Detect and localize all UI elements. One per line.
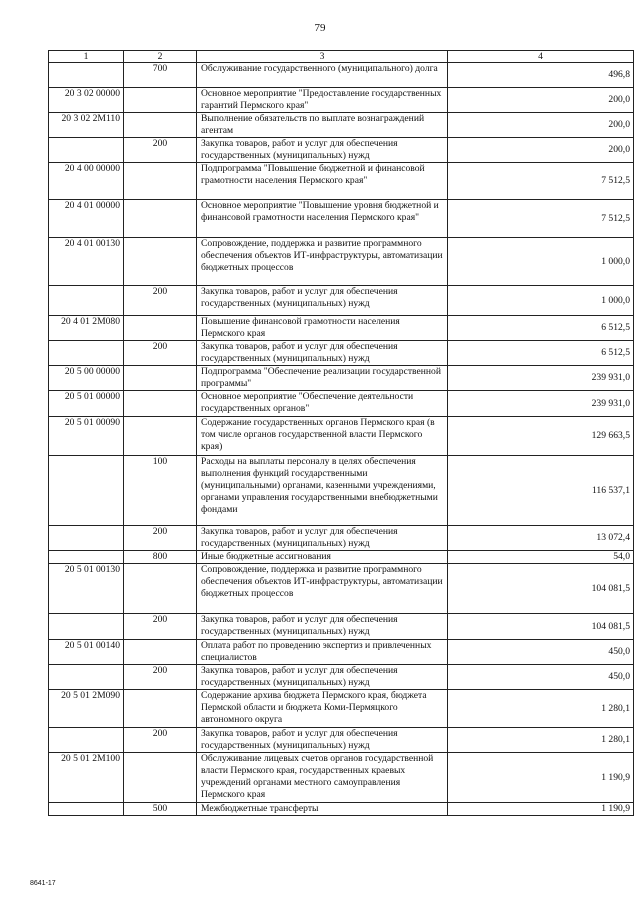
item-name-cell: Обслуживание государственного (муниципального) долга [197,63,448,88]
expense-type-cell: 200 [124,341,197,366]
code-cell [49,286,124,316]
column-header: 4 [448,51,634,63]
amount-cell: 116 537,1 [448,456,634,526]
expense-type-cell [124,640,197,665]
table-row [49,564,634,614]
item-name-cell: Содержание государственных органов Пермского края (в том числе органов государственной власти Пермского края) [197,417,448,456]
amount-cell: 1 190,9 [448,753,634,803]
expense-type-cell: 200 [124,665,197,690]
item-name-cell: Содержание архива бюджета Пермского края, бюджета Пермской области и бюджета Коми-Пермяцкого автономного округа [197,690,448,728]
amount-cell: 104 081,5 [448,614,634,640]
code-cell: 20 4 01 00130 [49,238,124,286]
column-header: 2 [124,51,197,63]
item-name-cell: Выполнение обязательств по выплате вознаграждений агентам [197,113,448,138]
table-row [49,286,634,316]
item-name-cell: Закупка товаров, работ и услуг для обеспечения государственных (муниципальных) нужд [197,614,448,640]
table-row [49,88,634,113]
table-row [49,63,634,88]
expense-type-cell [124,113,197,138]
table-row [49,753,634,803]
table-row [49,341,634,366]
table-row [49,614,634,640]
footer-code: 8641-17 [30,880,56,887]
code-cell: 20 5 01 00130 [49,564,124,614]
code-cell [49,551,124,564]
table-row [49,316,634,341]
expense-type-cell [124,391,197,417]
item-name-cell: Сопровождение, поддержка и развитие программного обеспечения объектов ИТ-инфраструктуры, автоматизации бюджетных процессов [197,564,448,614]
column-header: 1 [49,51,124,63]
amount-cell: 239 931,0 [448,366,634,391]
item-name-cell: Сопровождение, поддержка и развитие программного обеспечения объектов ИТ-инфраструктуры, автоматизации бюджетных процессов [197,238,448,286]
item-name-cell: Закупка товаров, работ и услуг для обеспечения государственных (муниципальных) нужд [197,665,448,690]
amount-cell: 1 000,0 [448,238,634,286]
code-cell [49,456,124,526]
item-name-cell: Повышение финансовой грамотности населения Пермского края [197,316,448,341]
amount-cell: 239 931,0 [448,391,634,417]
item-name-cell: Закупка товаров, работ и услуг для обеспечения государственных (муниципальных) нужд [197,286,448,316]
expense-type-cell [124,366,197,391]
item-name-cell: Основное мероприятие "Обеспечение деятельности государственных органов" [197,391,448,417]
amount-cell: 200,0 [448,88,634,113]
code-cell [49,138,124,163]
code-cell: 20 5 01 00000 [49,391,124,417]
expense-type-cell: 700 [124,63,197,88]
item-name-cell: Закупка товаров, работ и услуг для обеспечения государственных (муниципальных) нужд [197,341,448,366]
code-cell [49,803,124,816]
code-cell: 20 5 00 00000 [49,366,124,391]
amount-cell: 1 190,9 [448,803,634,816]
amount-cell: 1 280,1 [448,690,634,728]
item-name-cell: Основное мероприятие "Предоставление государственных гарантий Пермского края" [197,88,448,113]
code-cell [49,341,124,366]
expense-type-cell: 100 [124,456,197,526]
amount-cell: 6 512,5 [448,316,634,341]
expense-type-cell [124,316,197,341]
amount-cell: 13 072,4 [448,526,634,551]
table-row [49,803,634,816]
amount-cell: 7 512,5 [448,200,634,238]
amount-cell: 1 000,0 [448,286,634,316]
amount-cell: 450,0 [448,665,634,690]
table-row [49,138,634,163]
code-cell: 20 4 01 00000 [49,200,124,238]
expense-type-cell: 200 [124,286,197,316]
item-name-cell: Подпрограмма "Обеспечение реализации государственной программы" [197,366,448,391]
table-header-row [49,51,634,63]
expense-type-cell [124,200,197,238]
item-name-cell: Закупка товаров, работ и услуг для обеспечения государственных (муниципальных) нужд [197,728,448,753]
table-row [49,551,634,564]
item-name-cell: Подпрограмма "Повышение бюджетной и финансовой грамотности населения Пермского края" [197,163,448,200]
table-row [49,665,634,690]
amount-cell: 496,8 [448,63,634,88]
code-cell: 20 5 01 00140 [49,640,124,665]
table-row [49,238,634,286]
expense-type-cell [124,417,197,456]
table-row [49,163,634,200]
table-row [49,200,634,238]
table-row [49,728,634,753]
amount-cell: 54,0 [448,551,634,564]
code-cell [49,63,124,88]
expense-type-cell: 200 [124,138,197,163]
amount-cell: 200,0 [448,113,634,138]
code-cell [49,614,124,640]
table-row [49,640,634,665]
amount-cell: 129 663,5 [448,417,634,456]
table-row [49,366,634,391]
expense-type-cell [124,88,197,113]
code-cell [49,526,124,551]
code-cell [49,728,124,753]
expense-type-cell: 800 [124,551,197,564]
item-name-cell: Закупка товаров, работ и услуг для обеспечения государственных (муниципальных) нужд [197,526,448,551]
table-row [49,526,634,551]
amount-cell: 6 512,5 [448,341,634,366]
expense-type-cell [124,753,197,803]
item-name-cell: Основное мероприятие "Повышение уровня бюджетной и финансовой грамотности населения Пермского края" [197,200,448,238]
expense-type-cell [124,238,197,286]
expense-type-cell: 200 [124,728,197,753]
expense-type-cell: 500 [124,803,197,816]
table-row [49,690,634,728]
item-name-cell: Иные бюджетные ассигнования [197,551,448,564]
table-row [49,391,634,417]
expense-type-cell [124,163,197,200]
code-cell: 20 3 02 2М110 [49,113,124,138]
expense-type-cell: 200 [124,526,197,551]
code-cell [49,665,124,690]
code-cell: 20 4 01 2М080 [49,316,124,341]
code-cell: 20 5 01 00090 [49,417,124,456]
item-name-cell: Оплата работ по проведению экспертиз и привлеченных специалистов [197,640,448,665]
amount-cell: 450,0 [448,640,634,665]
amount-cell: 1 280,1 [448,728,634,753]
table-row [49,417,634,456]
amount-cell: 200,0 [448,138,634,163]
amount-cell: 7 512,5 [448,163,634,200]
item-name-cell: Межбюджетные трансферты [197,803,448,816]
code-cell: 20 5 01 2М100 [49,753,124,803]
page-number: 79 [314,22,326,34]
code-cell: 20 3 02 00000 [49,88,124,113]
column-header: 3 [197,51,448,63]
table-row [49,456,634,526]
amount-cell: 104 081,5 [448,564,634,614]
budget-table [48,50,634,816]
expense-type-cell [124,690,197,728]
item-name-cell: Расходы на выплаты персоналу в целях обеспечения выполнения функций государственными (муниципальными) органами, казенными учреждениями, органами управления государственными внебюджетными фондами [197,456,448,526]
item-name-cell: Закупка товаров, работ и услуг для обеспечения государственных (муниципальных) нужд [197,138,448,163]
expense-type-cell [124,564,197,614]
code-cell: 20 4 00 00000 [49,163,124,200]
table-row [49,113,634,138]
item-name-cell: Обслуживание лицевых счетов органов государственной власти Пермского края, государственных краевых учреждений органами местного самоуправления Пермского края [197,753,448,803]
expense-type-cell: 200 [124,614,197,640]
code-cell: 20 5 01 2М090 [49,690,124,728]
